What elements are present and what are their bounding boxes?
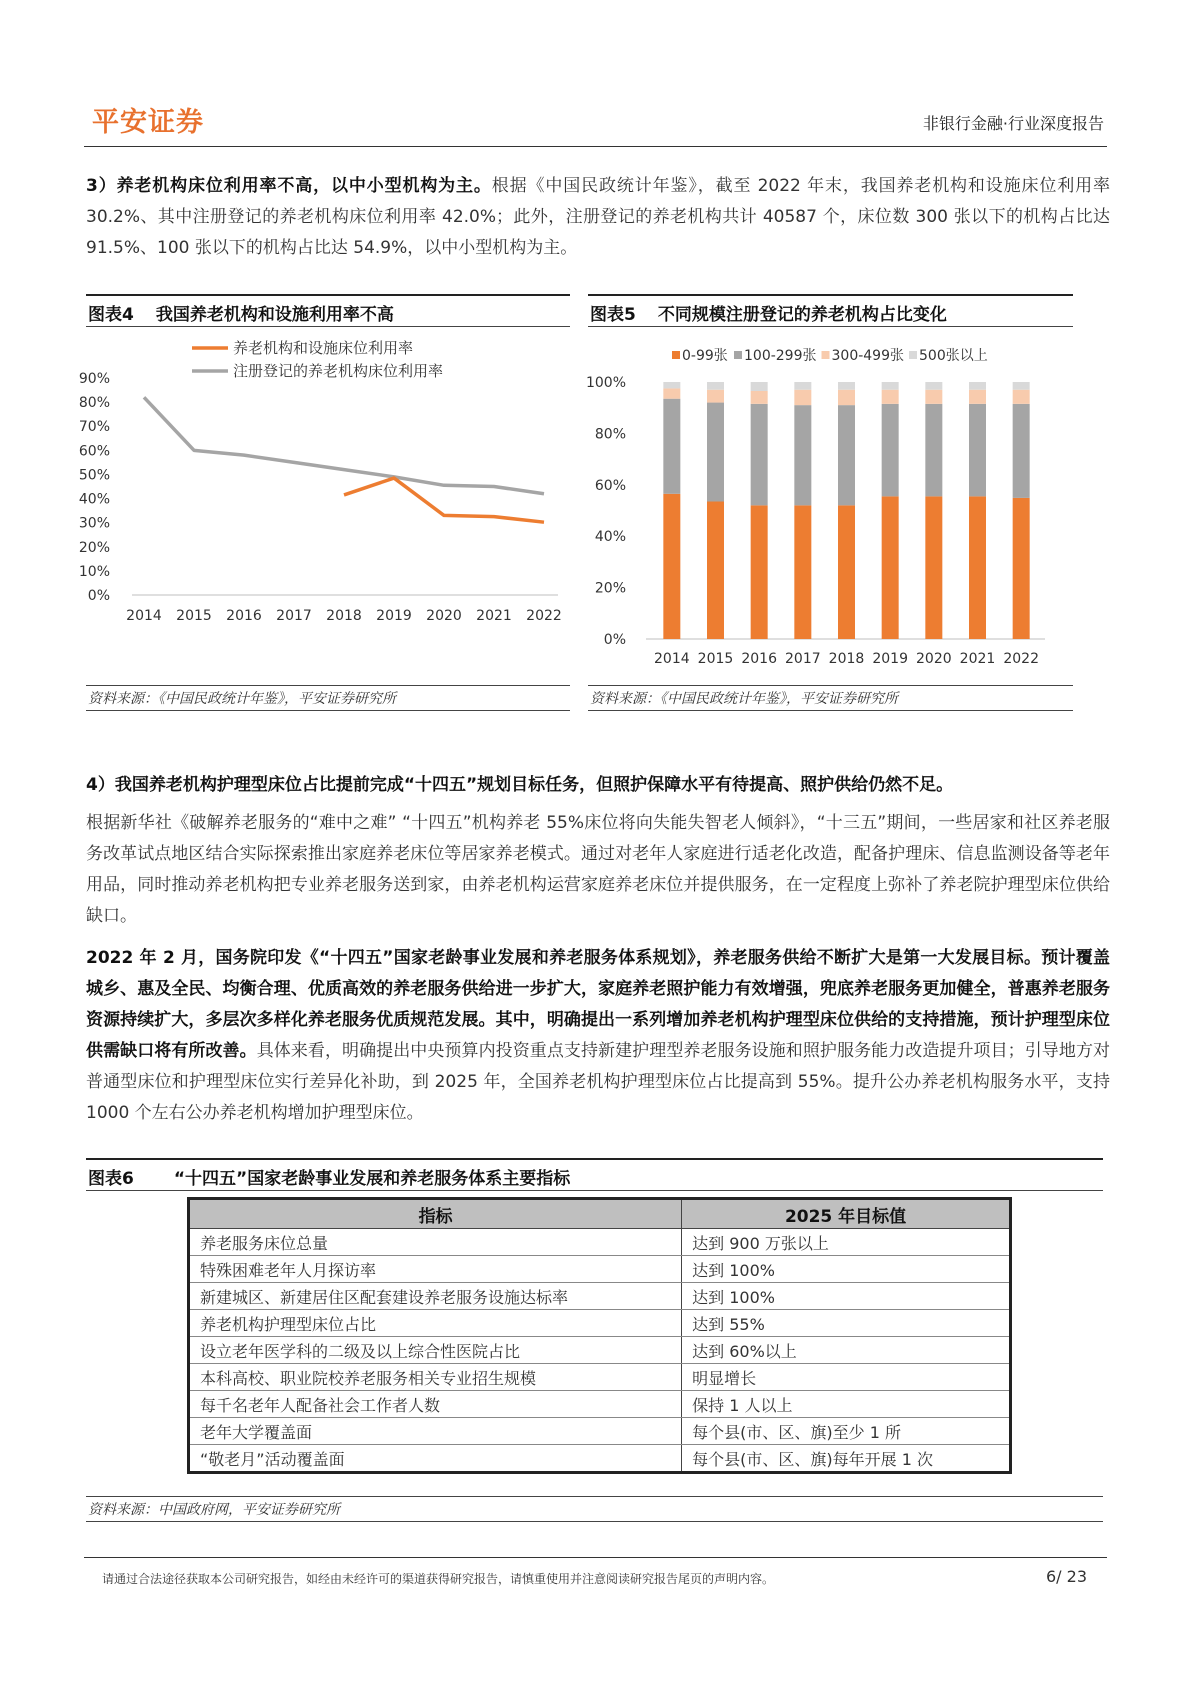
bar-segment (751, 404, 768, 506)
footer-divider (84, 1557, 1107, 1558)
y-tick-label: 20% (594, 580, 626, 597)
section4-paragraph2 (86, 943, 1110, 1129)
x-tick-label: 2018 (326, 608, 362, 624)
legend-swatch (734, 351, 742, 359)
fig6-bottom-rule (86, 1521, 1103, 1522)
y-tick-label: 70% (78, 419, 110, 436)
table-row (189, 1310, 1011, 1337)
x-tick-label: 2019 (376, 608, 412, 624)
y-tick-label: 60% (78, 443, 110, 460)
section3-lead: 3）养老机构床位利用率不高，以中小型机构为主。 (86, 176, 492, 196)
series-line-2 (144, 397, 544, 493)
target-cell: 达到 900 万张以上 (682, 1229, 1011, 1256)
fig4-source: 资料来源：《中国民政统计年鉴》，平安证券研究所 (88, 691, 396, 707)
indicator-cell: 养老机构护理型床位占比 (189, 1310, 682, 1337)
column-header: 2025 年目标值 (682, 1199, 1011, 1229)
x-tick-label: 2015 (697, 651, 734, 667)
bar-segment (663, 494, 680, 639)
bar-segment (925, 404, 942, 497)
fig5-number: 图表5 (590, 305, 636, 325)
x-tick-label: 2018 (828, 651, 865, 667)
fig5-header (590, 300, 947, 325)
x-tick-label: 2017 (276, 608, 312, 624)
fig4-title: 我国养老机构和设施利用率不高 (155, 305, 394, 325)
bar-segment (751, 505, 768, 639)
fig4-line-chart (78, 330, 576, 680)
indicator-cell: 养老服务床位总量 (189, 1229, 682, 1256)
target-cell: 达到 55% (682, 1310, 1011, 1337)
table-header-row (189, 1199, 1011, 1229)
bar-segment (882, 390, 899, 404)
bar-segment (663, 399, 680, 494)
indicator-cell: 设立老年医学科的二级及以上综合性医院占比 (189, 1337, 682, 1364)
table-row (189, 1445, 1011, 1473)
legend-label: 500张以上 (919, 348, 988, 364)
header-divider (84, 146, 1107, 147)
target-cell: 达到 60%以上 (682, 1337, 1011, 1364)
bar-segment (838, 382, 855, 390)
bar-segment (1013, 404, 1030, 498)
bar-segment (663, 382, 680, 388)
x-tick-label: 2014 (126, 608, 162, 624)
y-tick-label: 50% (78, 467, 110, 484)
table-row (189, 1256, 1011, 1283)
bar-segment (751, 391, 768, 404)
y-tick-label: 30% (78, 515, 110, 532)
section4-paragraph2-lead: 2022 年 2 月，国务院印发《“十四五”国家老龄事业发展和养老服务体系规划》，养老服务供给不断扩大是第一大发展目标。预计覆盖城乡、惠及全民、均衡合理、优质高效的养老服务供给进一步扩大，家庭养老照护能力有效增强，兜底养老服务更加健全，普惠养老服务资源持续扩大，多层次多样化养老服务优质规范发展。其中，明确提出一系列增加养老机构护理型床位供给的支持措施，预计护理型床位供需缺口将有所改善。 (86, 948, 1110, 1061)
bar-segment (794, 405, 811, 505)
bar-segment (838, 405, 855, 505)
bar-segment (707, 403, 724, 502)
indicator-cell: 特殊困难老年人月探访率 (189, 1256, 682, 1283)
page-number: 6/ 23 (1046, 1567, 1088, 1586)
bar-segment (794, 505, 811, 639)
bar-segment (838, 505, 855, 639)
target-cell: 明显增长 (682, 1364, 1011, 1391)
x-tick-label: 2022 (526, 608, 562, 624)
fig6-source: 资料来源：中国政府网，平安证券研究所 (88, 1502, 340, 1518)
fig4-source-rule (86, 685, 570, 686)
fig5-source-rule (588, 685, 1073, 686)
indicator-cell: 新建城区、新建居住区配套建设养老服务设施达标率 (189, 1283, 682, 1310)
x-tick-label: 2021 (476, 608, 512, 624)
legend-label: 养老机构和设施床位利用率 (233, 339, 414, 357)
table-row (189, 1283, 1011, 1310)
footer-disclaimer: 请通过合法途径获取本公司研究报告，如经由未经许可的渠道获得研究报告，请慎重使用并注意阅读研究报告尾页的声明内容。 (102, 1572, 775, 1586)
bar-segment (882, 496, 899, 639)
legend-label: 注册登记的养老机构床位利用率 (233, 362, 444, 380)
target-cell: 每个县(市、区、旗)每年开展 1 次 (682, 1445, 1011, 1473)
company-logo: 平安证券 (92, 107, 204, 138)
y-tick-label: 90% (78, 371, 110, 387)
x-tick-label: 2016 (741, 651, 777, 667)
legend-swatch (672, 351, 680, 359)
table-row (189, 1418, 1011, 1445)
bar-segment (969, 496, 986, 639)
x-tick-label: 2021 (959, 651, 996, 667)
fig5-stacked-bar-chart (585, 330, 1078, 680)
bar-segment (969, 382, 986, 390)
bar-segment (925, 390, 942, 404)
bar-segment (794, 382, 811, 390)
section3-paragraph (86, 171, 1110, 264)
indicator-cell: 本科高校、职业院校养老服务相关专业招生规模 (189, 1364, 682, 1391)
x-tick-label: 2014 (654, 651, 690, 667)
indicator-cell: 老年大学覆盖面 (189, 1418, 682, 1445)
y-tick-label: 80% (594, 426, 626, 443)
y-tick-label: 60% (594, 477, 626, 494)
fig4-number: 图表4 (88, 305, 134, 325)
indicators-table (187, 1197, 1012, 1474)
indicator-cell: 每千名老年人配备社会工作者人数 (189, 1391, 682, 1418)
report-category: 非银行金融·行业深度报告 (922, 114, 1104, 133)
bar-segment (882, 404, 899, 497)
table-row (189, 1364, 1011, 1391)
x-tick-label: 2019 (872, 651, 908, 667)
target-cell: 达到 100% (682, 1256, 1011, 1283)
bar-segment (707, 382, 724, 390)
y-tick-label: 20% (78, 539, 110, 556)
fig5-top-rule (588, 294, 1073, 296)
target-cell: 每个县(市、区、旗)至少 1 所 (682, 1418, 1011, 1445)
fig5-bottom-rule (588, 710, 1073, 711)
target-cell: 保持 1 人以上 (682, 1391, 1011, 1418)
y-tick-label: 100% (585, 375, 626, 391)
bar-segment (1013, 498, 1030, 639)
fig5-header-rule (588, 326, 1073, 327)
legend-swatch (909, 351, 917, 359)
x-tick-label: 2015 (176, 608, 212, 624)
section4-paragraph1: 根据新华社《破解养老服务的“难中之难” “十四五”机构养老 55%床位将向失能失智老人倾斜》，“十三五”期间，一些居家和社区养老服务改革试点地区结合实际探索推出家庭养老床位等居家养老模式。通过对老年人家庭进行适老化改造，配备护理床、信息监测设备等老年用品，同时推动养老机构把专业养老服务送到家，由养老机构运营家庭养老床位并提供服务，在一定程度上弥补了养老院护理型床位供给缺口。 (86, 813, 1110, 926)
bar-segment (969, 404, 986, 497)
x-tick-label: 2020 (916, 651, 952, 667)
section4-paragraph2-body: 具体来看，明确提出中央预算内投资重点支持新建护理型养老服务设施和照护服务能力改造提升项目；引导地方对普通型床位和护理型床位实行差异化补助，到 2025 年，全国养老机构护理型床位占比提高到 55%。提升公办养老机构服务水平，支持 1000 个左右公办养老机构增加护理型床位。 (86, 1041, 1111, 1123)
y-tick-label: 0% (603, 632, 626, 648)
y-tick-label: 10% (78, 563, 110, 580)
indicator-cell: “敬老月”活动覆盖面 (189, 1445, 682, 1473)
section4-heading: 4）我国养老机构护理型床位占比提前完成“十四五”规划目标任务，但照护保障水平有待提高、照护供给仍然不足。 (86, 775, 954, 795)
bar-segment (882, 382, 899, 390)
y-tick-label: 40% (78, 491, 110, 508)
bar-segment (707, 502, 724, 639)
table-row (189, 1337, 1011, 1364)
bar-segment (794, 390, 811, 405)
fig6-number: 图表6 (88, 1169, 134, 1189)
y-tick-label: 80% (78, 395, 110, 412)
bar-segment (925, 382, 942, 390)
x-tick-label: 2020 (426, 608, 462, 624)
legend-swatch (822, 351, 830, 359)
fig4-top-rule (86, 294, 570, 296)
fig6-source-rule (86, 1496, 1103, 1497)
legend-label: 0-99张 (682, 348, 728, 364)
table-row (189, 1229, 1011, 1256)
bar-segment (969, 390, 986, 404)
bar-segment (707, 390, 724, 403)
fig6-header-rule (86, 1190, 1103, 1191)
fig6-header (88, 1164, 570, 1189)
bar-segment (1013, 382, 1030, 390)
fig4-header-rule (86, 326, 570, 327)
fig5-title: 不同规模注册登记的养老机构占比变化 (657, 305, 947, 325)
target-cell: 达到 100% (682, 1283, 1011, 1310)
bar-segment (925, 496, 942, 639)
bar-segment (751, 382, 768, 391)
bar-segment (663, 388, 680, 398)
fig5-source: 资料来源：《中国民政统计年鉴》，平安证券研究所 (590, 691, 898, 707)
x-tick-label: 2022 (1003, 651, 1039, 667)
y-tick-label: 40% (594, 529, 626, 546)
fig4-bottom-rule (86, 710, 570, 711)
x-tick-label: 2016 (226, 608, 262, 624)
fig4-header (88, 300, 394, 325)
legend-label: 300-499张 (831, 348, 904, 364)
legend-label: 100-299张 (744, 348, 817, 364)
bar-segment (838, 390, 855, 405)
column-header: 指标 (189, 1199, 682, 1229)
fig6-title: “十四五”国家老龄事业发展和养老服务体系主要指标 (173, 1169, 571, 1189)
fig6-top-rule (86, 1158, 1103, 1160)
table-row (189, 1391, 1011, 1418)
bar-segment (1013, 390, 1030, 404)
x-tick-label: 2017 (785, 651, 821, 667)
y-tick-label: 0% (87, 588, 110, 604)
section3-body: 根据《中国民政统计年鉴》，截至 2022 年末，我国养老机构和设施床位利用率 30.2%、其中注册登记的养老机构床位利用率 42.0%；此外，注册登记的养老机构共计 40587 个，床位数 300 张以下的机构占比达 91.5%、100 张以下的机构占比达 54.9%，以中小型机构为主。 (86, 176, 1111, 258)
